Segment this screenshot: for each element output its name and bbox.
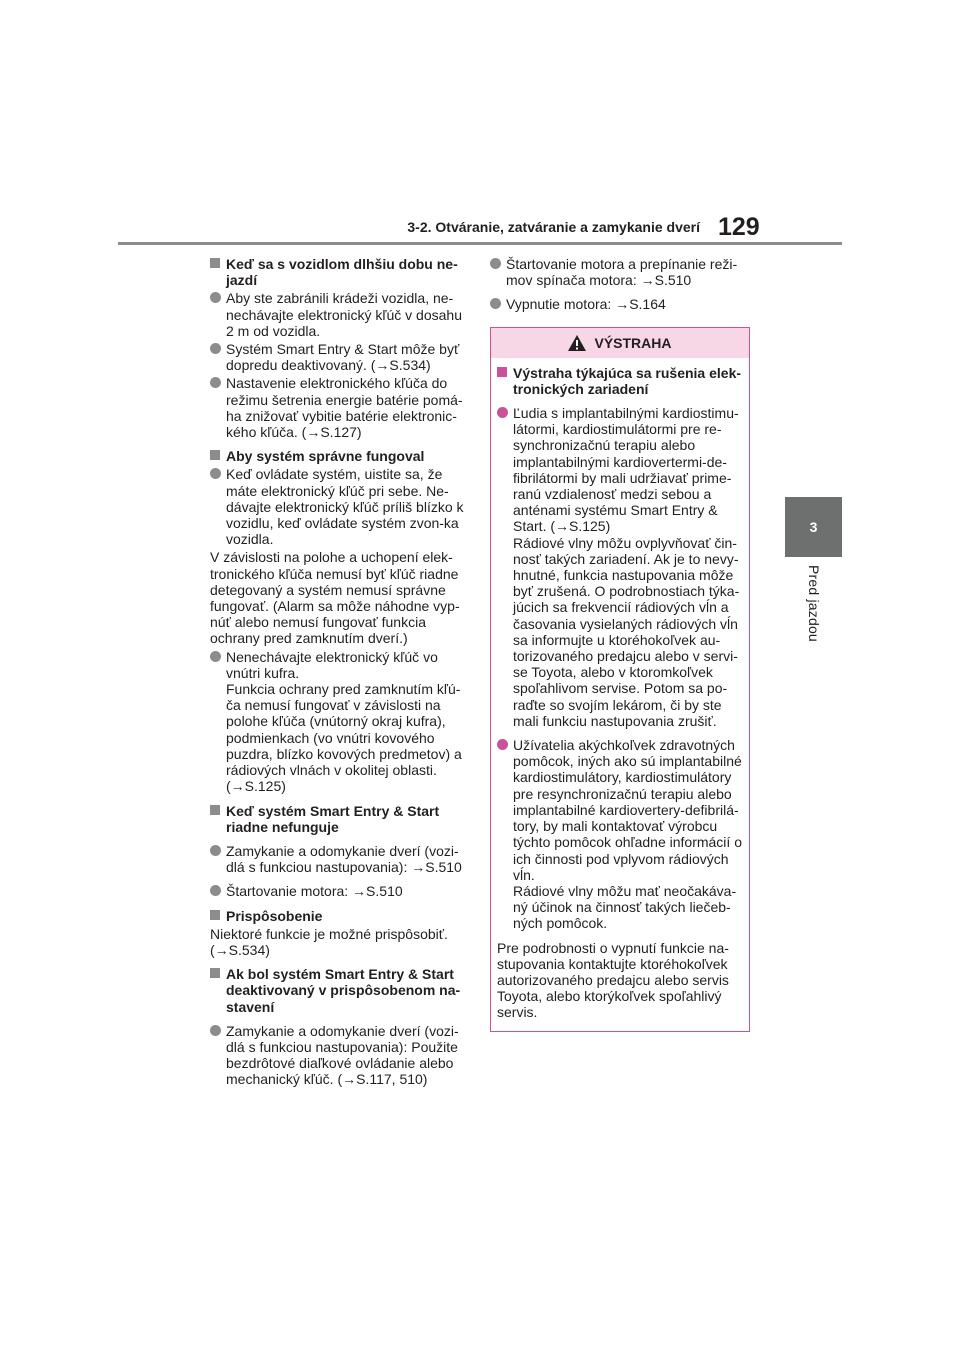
paragraph: V závislosti na polohe a uchopení elek-tronického kľúča nemusí byť kľúč riadne detegovaný a systém nemusí správne fungovať. (Alarm sa môže náhodne vyp-núť alebo nemusí fungovať funkcia ochrany pred zamknutím dverí.) xyxy=(210,549,460,647)
warning-header xyxy=(491,328,749,358)
square-bullet-icon xyxy=(210,450,220,460)
circle-bullet-icon xyxy=(210,468,221,479)
square-bullet-icon xyxy=(497,367,507,377)
section-heading: Keď sa s vozidlom dlhšiu dobu ne-jazdí xyxy=(210,256,472,288)
paragraph: Pre podrobnosti o vypnutí funkcie na-stupovania kontaktujte ktoréhokoľvek autorizovaného predajcu alebo servis Toyota, alebo ktorýkoľvek spoľahlivý servis. xyxy=(497,939,729,1021)
paragraph: Niektoré funkcie je možné prispôsobiť. (→S.534) xyxy=(210,925,448,958)
square-bullet-icon xyxy=(210,910,220,920)
warning-title: VÝSTRAHA xyxy=(594,334,672,351)
chapter-number: 3 xyxy=(809,519,818,535)
header-rule xyxy=(118,242,842,245)
circle-bullet-icon xyxy=(497,407,508,418)
list-item: Zamykanie a odomykanie dverí (vozi-dlá s funkciou nastupovania): →S.510 xyxy=(210,843,472,875)
section-heading: Aby systém správne fungoval xyxy=(210,448,472,464)
section-heading: Keď systém Smart Entry & Start riadne nefunguje xyxy=(210,803,472,835)
square-bullet-icon xyxy=(210,805,220,815)
warning-body xyxy=(491,358,749,1031)
chapter-label xyxy=(782,565,846,665)
warning-box xyxy=(490,327,750,1032)
circle-bullet-icon xyxy=(210,885,221,896)
list-item: Zamykanie a odomykanie dverí (vozi-dlá s funkciou nastupovania): Použite bezdrôtové diaľkové ovládanie alebo mechanický kľúč. (→S.117, 510) xyxy=(210,1023,472,1088)
square-bullet-icon xyxy=(210,258,220,268)
list-item: Štartovanie motora: →S.510 xyxy=(210,883,472,899)
list-item: Štartovanie motora a prepínanie reži-mov spínača motora: →S.510 xyxy=(490,256,750,288)
circle-bullet-icon xyxy=(490,258,501,269)
circle-bullet-icon xyxy=(210,343,221,354)
circle-bullet-icon xyxy=(210,292,221,303)
square-bullet-icon xyxy=(210,968,220,978)
section-heading: Ak bol systém Smart Entry & Start deaktivovaný v prispôsobenom na-stavení xyxy=(210,966,472,1015)
section-heading: Prispôsobenie xyxy=(210,908,472,924)
left-column xyxy=(210,256,472,1090)
circle-bullet-icon xyxy=(210,845,221,856)
circle-bullet-icon xyxy=(210,377,221,388)
header-title: 3-2. Otváranie, zatváranie a zamykanie dverí xyxy=(407,219,700,235)
list-item: Aby ste zabránili krádeži vozidla, ne-nechávajte elektronický kľúč v dosahu 2 m od vozidla. xyxy=(210,290,472,339)
chapter-tab xyxy=(785,497,842,557)
list-item: Keď ovládate systém, uistite sa, že máte elektronický kľúč pri sebe. Ne-dávajte elektronický kľúč príliš blízko k vozidlu, keď ovládate systém zvon-ka vozidla. xyxy=(210,466,472,547)
list-item: Vypnutie motora: →S.164 xyxy=(490,296,750,312)
list-item: Systém Smart Entry & Start môže byť dopredu deaktivovaný. (→S.534) xyxy=(210,341,472,373)
circle-bullet-icon xyxy=(210,1025,221,1036)
list-item: Užívatelia akýchkoľvek zdravotných pomôcok, iných ako sú implantabilné kardiostimulátory, kardiostimulátory pre resynchronizačnú terapiu alebo implantabilné kardiovertery-defibrilá-tory, by mali kontaktovať výrobcu týchto pomôcok ohľadne informácií o ich činnosti pod vplyvom rádiových vĺn. Rádiové vlny môžu mať neočakáva-ný účinok na činnosť takých liečeb-ných pomôcok. xyxy=(497,737,743,931)
chapter-label-text: Pred jazdou xyxy=(806,565,822,642)
list-item: Nastavenie elektronického kľúča do režimu šetrenia energie batérie pomá-ha znižovať vybitie batérie elektronic-kého kľúča. (→S.127) xyxy=(210,375,472,440)
warning-triangle-icon xyxy=(568,335,586,351)
list-item: Nenechávajte elektronický kľúč vo vnútri kufra. Funkcia ochrany pred zamknutím kľú-ča nemusí fungovať v závislosti na polohe kľúča (vnútorný okraj kufra), podmienkach (vo vnútri kovového puzdra, blízko kovových predmetov) a rádiových vlnách v okolitej oblasti. (→S.125) xyxy=(210,649,472,795)
right-column xyxy=(490,256,750,1032)
page-number: 129 xyxy=(718,213,760,241)
circle-bullet-icon xyxy=(210,651,221,662)
section-heading: Výstraha týkajúca sa rušenia elek-tronických zariadení xyxy=(497,365,743,397)
circle-bullet-icon xyxy=(490,298,501,309)
list-item: Ľudia s implantabilnými kardiostimu-látormi, kardiostimulátormi pre re-synchronizačnú terapiu alebo implantabilnými kardiovertermi-de-fibrilátormi by mali udržiavať prime-ranú vzdialenosť medzi sebou a anténami systému Smart Entry & Start. (→S.125) Rádiové vlny môžu ovplyvňovať čin-nosť takých zariadení. Ak je to nevy-hnutné, funkcia nastupovania môže byť zrušená. O podrobnostiach týka-júcich sa frekvencií rádiových vĺn a časovania vysielaných rádiových vĺn sa informujte u ktoréhokoľvek au-torizovaného predajcu alebo v servi-se Toyota, alebo v ktoromkoľvek spoľahlivom servise. Potom sa po-raďte so svojím lekárom, či by ste mali funkciu nastupovania zrušiť. xyxy=(497,405,743,729)
circle-bullet-icon xyxy=(497,739,508,750)
